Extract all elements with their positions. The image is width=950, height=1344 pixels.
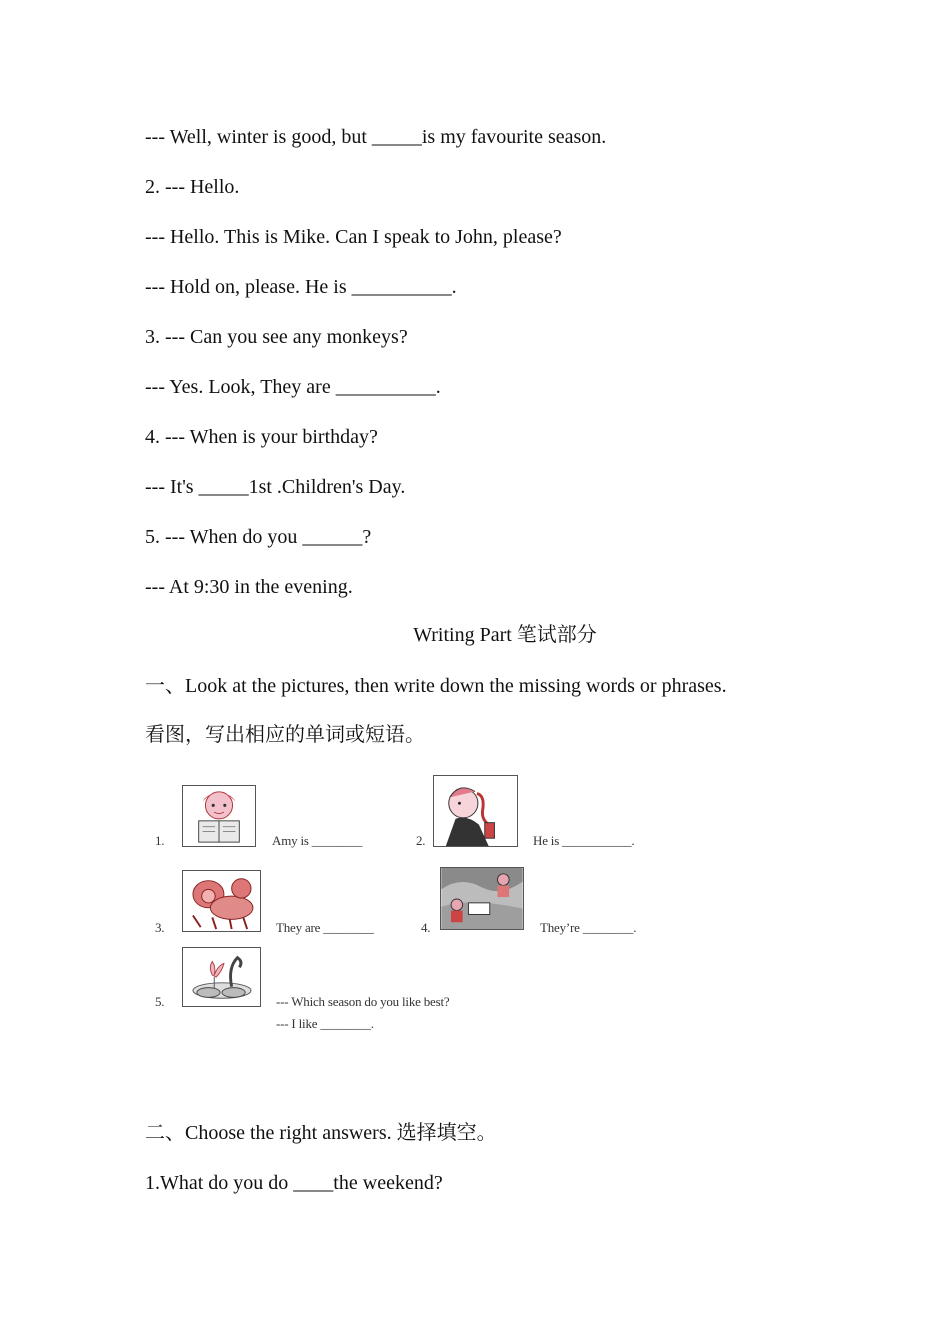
item-question: --- Which season do you like best?: [276, 994, 450, 1009]
item-number: 1.: [155, 833, 165, 848]
dialogue-line: 4. --- When is your birthday?: [145, 426, 378, 448]
dialogue-line: --- Well, winter is good, but _____is my favourite season.: [145, 126, 607, 148]
part1-instruction-en: 一、Look at the pictures, then write down the missing words or phrases.: [145, 675, 727, 697]
item-number: 5.: [155, 994, 165, 1009]
dialogue-line: --- It's _____1st .Children's Day.: [145, 476, 406, 498]
dialogue-line: 3. --- Can you see any monkeys?: [145, 326, 408, 348]
boy-phone-icon: [433, 775, 518, 847]
item-text: They are ________: [276, 920, 374, 935]
part2-question: 1.What do you do ____the weekend?: [145, 1172, 443, 1194]
item-answer: --- I like ________.: [276, 1016, 374, 1031]
item-text: He is ___________.: [533, 833, 635, 848]
lotus-icon: [182, 947, 261, 1007]
lions-icon: [182, 870, 261, 932]
dialogue-line: --- At 9:30 in the evening.: [145, 576, 353, 598]
part1-instruction-cn: 看图，写出相应的单词或短语。: [145, 724, 425, 746]
dialogue-line: --- Hello. This is Mike. Can I speak to John, please?: [145, 226, 562, 248]
dialogue-line: --- Yes. Look, They are __________.: [145, 376, 441, 398]
part2-instruction: 二、Choose the right answers. 选择填空。: [145, 1122, 497, 1144]
dialogue-line: 2. --- Hello.: [145, 176, 240, 198]
dialogue-line: 5. --- When do you ______?: [145, 526, 372, 548]
section-title: Writing Part 笔试部分: [413, 624, 597, 646]
item-text: They’re ________.: [540, 920, 637, 935]
dialogue-line: --- Hold on, please. He is __________.: [145, 276, 457, 298]
item-text: Amy is ________: [272, 833, 363, 848]
girl-reading-icon: [182, 785, 256, 847]
picnic-icon: [440, 867, 524, 930]
item-number: 3.: [155, 920, 165, 935]
item-number: 2.: [416, 833, 426, 848]
item-number: 4.: [421, 920, 431, 935]
